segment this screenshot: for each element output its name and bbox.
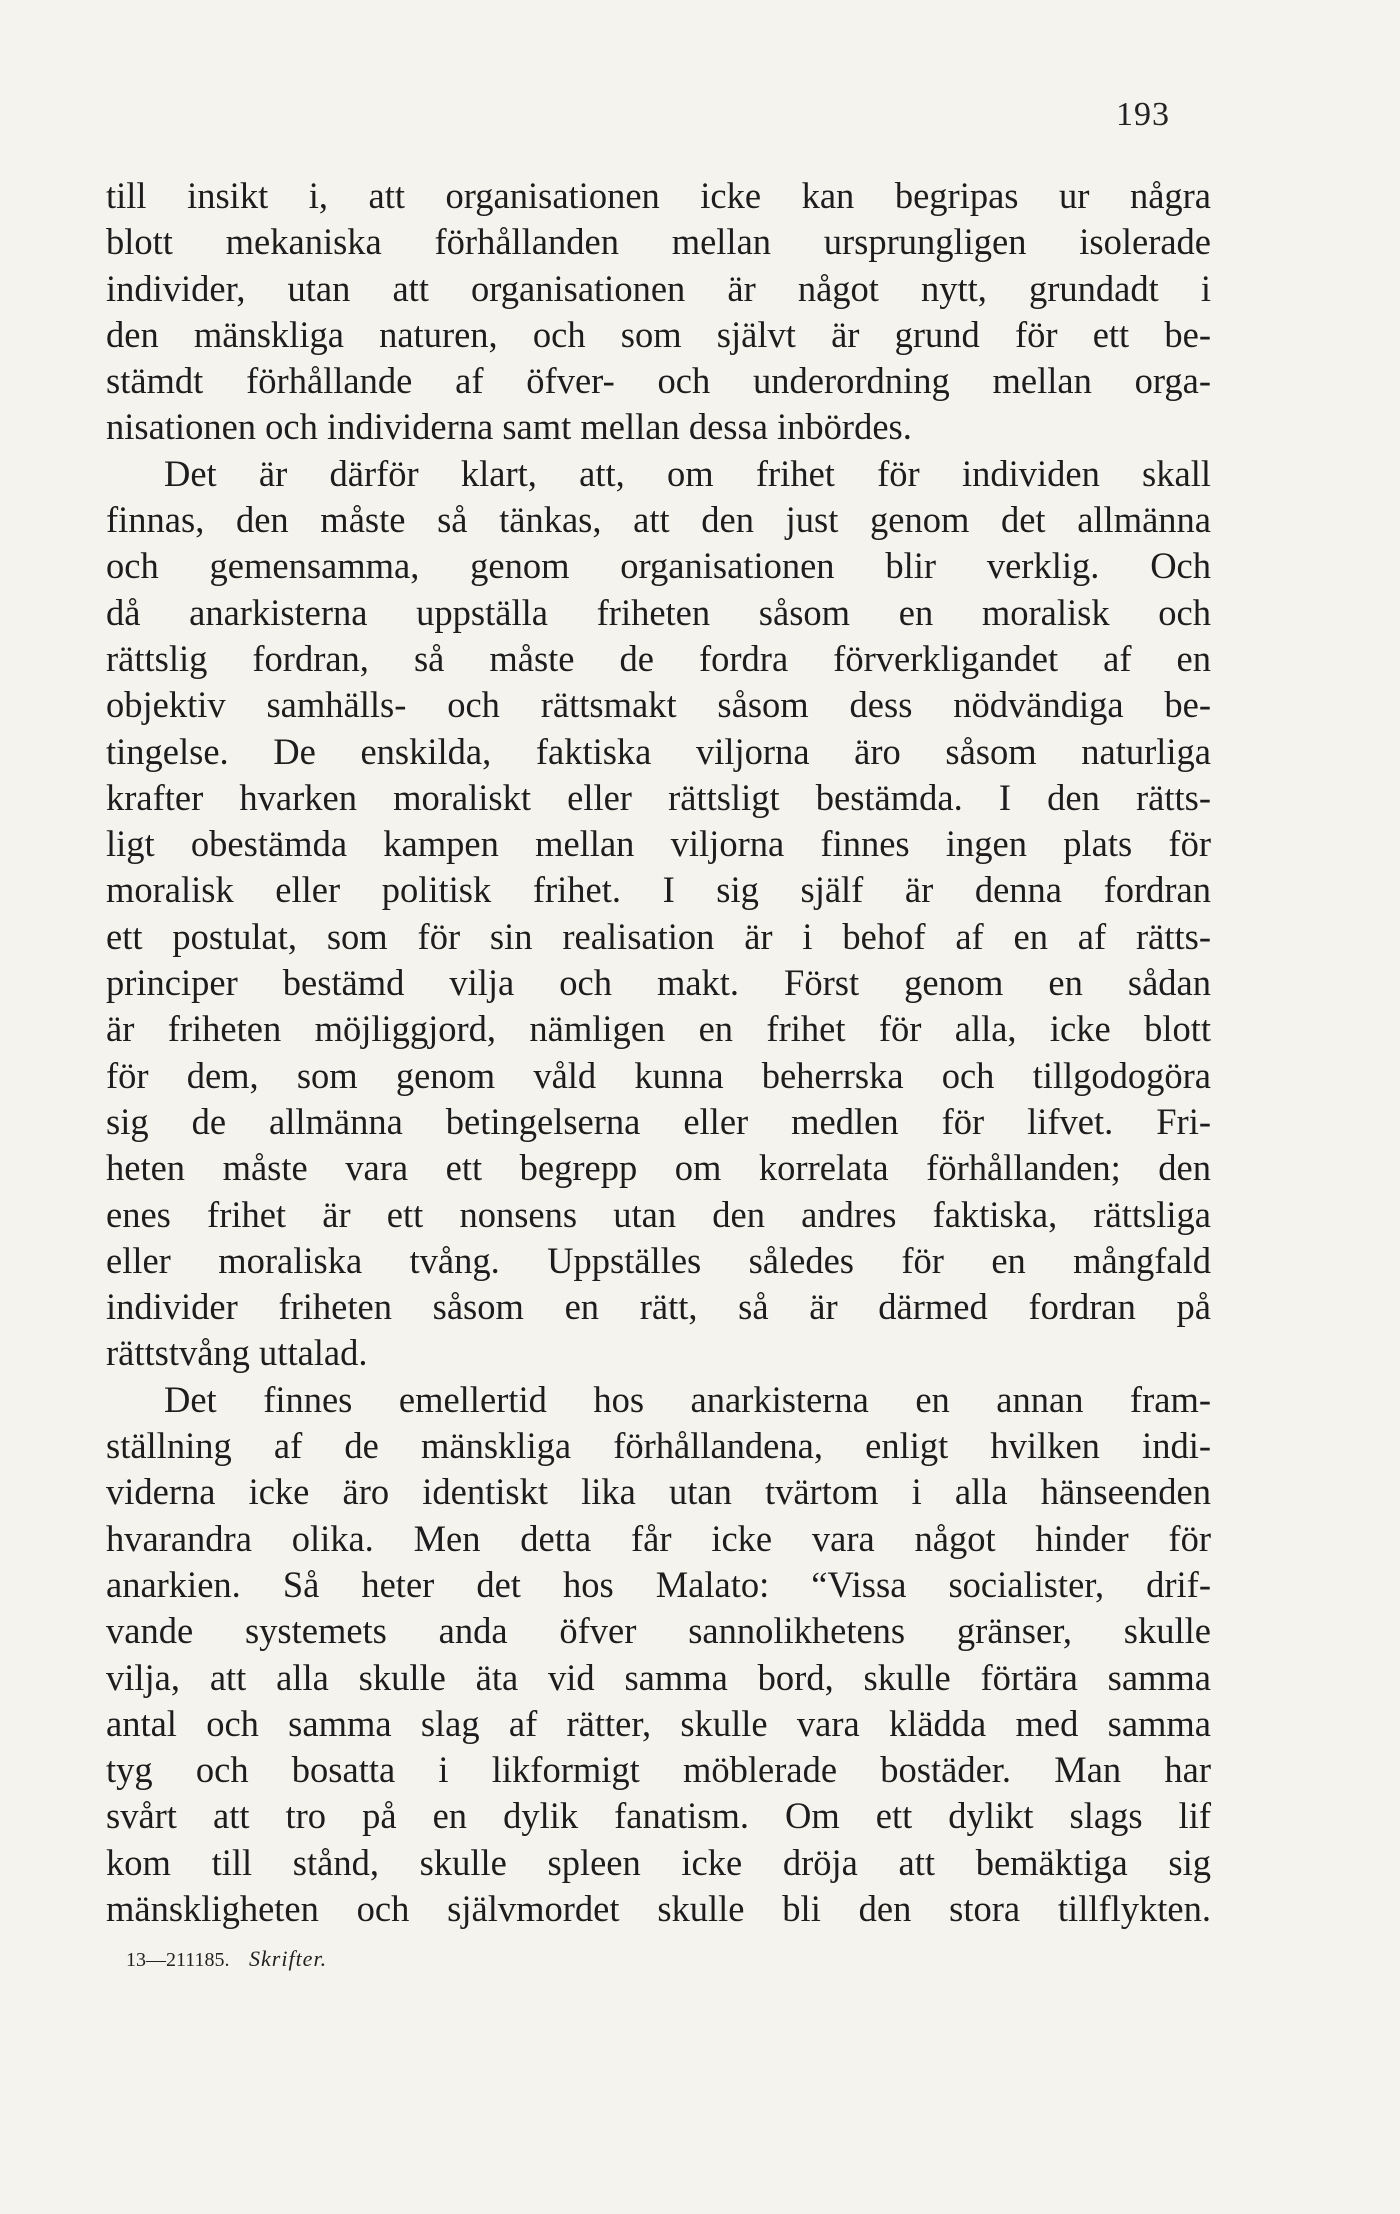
text-line: svårt att tro på en dylik fanatism. Om ett dylikt slags lif — [106, 1795, 1211, 1837]
text-line: är friheten möjliggjord, nämligen en frihet för alla, icke blott — [106, 1008, 1211, 1050]
text-line: Det finnes emellertid hos anarkisterna en annan fram- — [164, 1378, 1211, 1420]
text-line: moralisk eller politisk frihet. I sig själf är denna fordran — [106, 869, 1211, 911]
text-line: rättslig fordran, så måste de fordra förverkligandet af en — [106, 637, 1211, 679]
text-line: eller moraliska tvång. Uppställes således för en mångfald — [106, 1239, 1211, 1281]
text-line: ett postulat, som för sin realisation är i behof af en af rätts- — [106, 915, 1211, 957]
text-line: vilja, att alla skulle äta vid samma bord, skulle förtära samma — [106, 1656, 1211, 1698]
text-line: finnas, den måste så tänkas, att den just genom det allmänna — [106, 499, 1211, 541]
text-line: hvarandra olika. Men detta får icke vara något hinder för — [106, 1517, 1211, 1559]
text-line: krafter hvarken moraliskt eller rättsligt bestämda. I den rätts- — [106, 776, 1211, 818]
text-line: kom till stånd, skulle spleen icke dröja att bemäktiga sig — [106, 1841, 1211, 1883]
text-line: individer friheten såsom en rätt, så är därmed fordran på — [106, 1286, 1211, 1328]
body-text — [106, 173, 1211, 1932]
signature-footer — [126, 1946, 327, 1972]
text-line: enes frihet är ett nonsens utan den andres faktiska, rättsliga — [106, 1193, 1211, 1235]
text-line: då anarkisterna uppställa friheten såsom en moralisk och — [106, 591, 1211, 633]
text-line: viderna icke äro identiskt lika utan tvärtom i alla hänseenden — [106, 1471, 1211, 1513]
text-line: individer, utan att organisationen är något nytt, grundadt i — [106, 267, 1211, 309]
text-line: heten måste vara ett begrepp om korrelata förhållanden; den — [106, 1147, 1211, 1189]
printer-signature: 13—211185. — [126, 1949, 230, 1971]
text-line: för dem, som genom våld kunna beherrska och tillgodogöra — [106, 1054, 1211, 1096]
text-line: tyg och bosatta i likformigt möblerade bostäder. Man har — [106, 1749, 1211, 1791]
text-line: ställning af de mänskliga förhållandena, enligt hvilken indi- — [106, 1425, 1211, 1467]
text-line: Det är därför klart, att, om frihet för individen skall — [164, 452, 1211, 494]
text-line: antal och samma slag af rätter, skulle vara klädda med samma — [106, 1702, 1211, 1744]
text-line: sig de allmänna betingelserna eller medlen för lifvet. Fri- — [106, 1100, 1211, 1142]
text-line: till insikt i, att organisationen icke kan begripas ur några — [106, 175, 1211, 216]
text-line: ligt obestämda kampen mellan viljorna finnes ingen plats för — [106, 823, 1211, 865]
text-line: den mänskliga naturen, och som självt är grund för ett be- — [106, 313, 1211, 355]
text-line: principer bestämd vilja och makt. Först genom en sådan — [106, 962, 1211, 1004]
text-line: rättstvång uttalad. — [106, 1332, 368, 1374]
text-line: mänskligheten och självmordet skulle bli den stora tillflykten. — [106, 1887, 1211, 1929]
text-line: och gemensamma, genom organisationen blir verklig. Och — [106, 545, 1211, 587]
text-line: nisationen och individerna samt mellan dessa inbördes. — [106, 406, 912, 448]
text-line: vande systemets anda öfver sannolikhetens gränser, skulle — [106, 1610, 1211, 1652]
text-line: objektiv samhälls- och rättsmakt såsom dess nödvändiga be- — [106, 684, 1211, 726]
series-title: Skrifter. — [249, 1946, 328, 1971]
text-line: anarkien. Så heter det hos Malato: “Vissa socialister, drif- — [106, 1563, 1211, 1605]
text-line: tingelse. De enskilda, faktiska viljorna äro såsom naturliga — [106, 730, 1211, 772]
text-line: stämdt förhållande af öfver- och underordning mellan orga- — [106, 360, 1211, 402]
page-number: 193 — [1116, 96, 1170, 133]
text-line: blott mekaniska förhållanden mellan ursprungligen isolerade — [106, 221, 1211, 263]
